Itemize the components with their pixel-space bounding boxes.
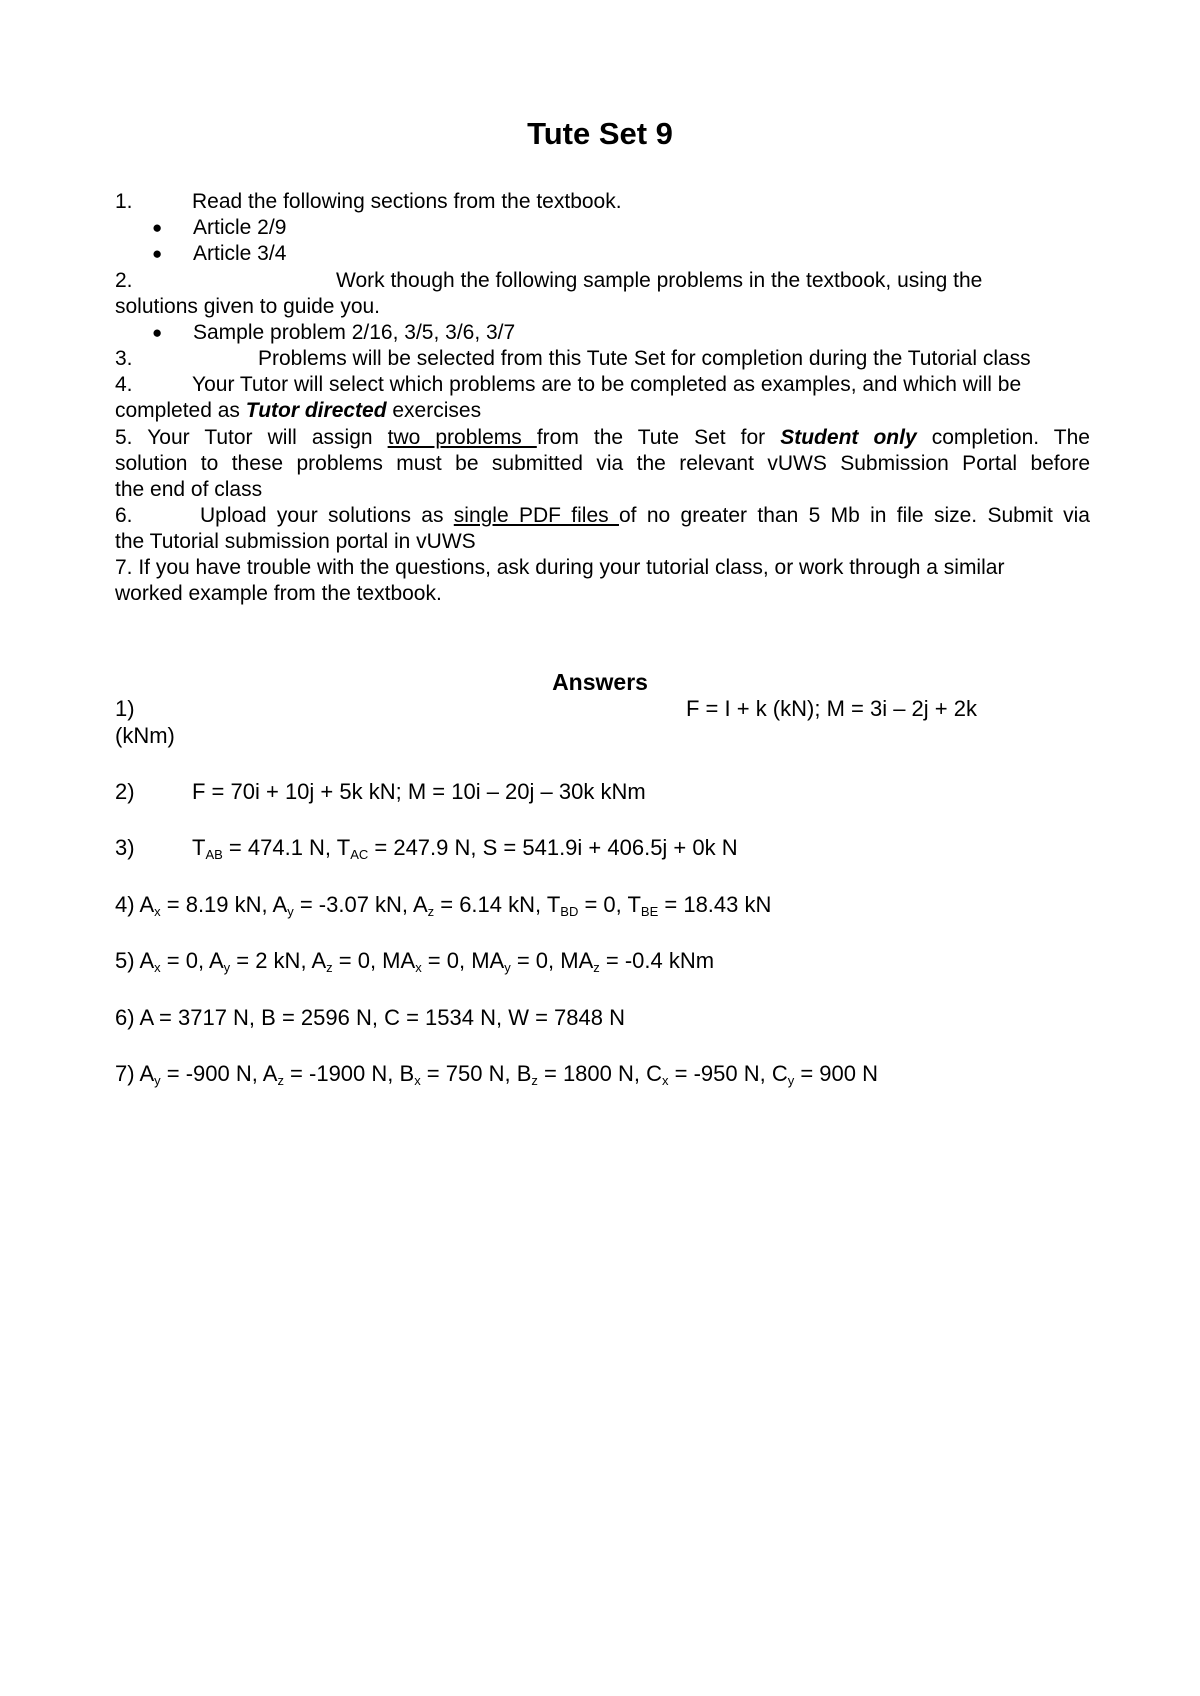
bullet-icon: ●: [152, 323, 163, 342]
item-6-text: Upload your solutions as single PDF files of no greater than 5 Mb in file size. Submit via: [200, 504, 1090, 527]
item-3-number: 3.: [115, 347, 133, 370]
item-2-number: 2.: [115, 269, 133, 292]
answer-1-number: 1): [115, 696, 135, 721]
answer-2-text: F = 70i + 10j + 5k kN; M = 10i – 20j – 30k kNm: [192, 779, 646, 804]
answer-7-text: 7) $A_y = -900$ N, $A_z = -1900$ N, $B_x = 750$ N, $B_z = 1800$ N, $C_x = -950$ N, $C_y = 900$ N: [115, 1061, 879, 1088]
answer-1-cont: (kNm): [115, 723, 175, 748]
item-6-number: 6.: [115, 504, 133, 527]
answer-4-text: 4) $A_x = 8.19$ kN, $A_y = -3.07$ kN, $A_z = 6.14$ kN, $T_{BD} = 0$, $T_{BE} = 18.43$ kN: [115, 892, 772, 919]
item-2-text: Work though the following sample problems in the textbook, using the: [336, 269, 983, 292]
item-4-text-cont: completed as Tutor directed exercises: [115, 399, 482, 422]
answer-3-text: $T_{AB} = 474.1$ N, $T_{AC} = 247.9$ N, S = 541.9i + 406.5j + 0k N: [192, 835, 738, 862]
answer-5-text: 5) $A_x = 0$, $A_y = 2$ kN, $A_z = 0$, $MA_x = 0$, $MA_y = 0$, $MA_z = -0.4$ kNm: [115, 948, 715, 975]
bullet-item: Sample problem 2/16, 3/5, 3/6, 3/7: [193, 321, 516, 344]
item-6-text-cont: the Tutorial submission portal in vUWS: [115, 530, 476, 553]
tutor-directed-emphasis: Tutor directed: [245, 399, 387, 422]
item-4-text: Your Tutor will select which problems are to be completed as examples, and which will be: [192, 373, 1022, 396]
answer-3-number: 3): [115, 835, 135, 860]
item-4-number: 4.: [115, 373, 133, 396]
answer-6-text: 6) A = 3717 N, B = 2596 N, C = 1534 N, W = 7848 N: [115, 1005, 625, 1030]
answers-heading: Answers: [552, 669, 648, 695]
student-only-emphasis: Student only: [780, 426, 917, 449]
item-5-text-cont: solution to these problems must be submitted via the relevant vUWS Submission Portal before: [115, 452, 1090, 475]
bullet-icon: ●: [152, 244, 163, 263]
single-pdf-underlined: single PDF files: [453, 504, 619, 527]
item-3-text: Problems will be selected from this Tute Set for completion during the Tutorial class: [258, 347, 1031, 370]
two-problems-underlined: two problems: [387, 426, 537, 449]
document-title: Tute Set 9: [527, 116, 673, 151]
item-7-text-cont: worked example from the textbook.: [115, 582, 442, 605]
item-5-text-cont-2: the end of class: [115, 478, 263, 501]
bullet-icon: ●: [152, 218, 163, 237]
bullet-item: Article 2/9: [193, 216, 287, 239]
item-5-text: 5. Your Tutor will assign two problems from the Tute Set for Student only completion. The: [115, 426, 1090, 449]
answer-1-text: F = I + k (kN); M = 3i – 2j + 2k: [686, 696, 977, 721]
answer-2-number: 2): [115, 779, 135, 804]
item-1-number: 1.: [115, 190, 133, 213]
item-2-text-cont: solutions given to guide you.: [115, 295, 381, 318]
bullet-item: Article 3/4: [193, 242, 287, 265]
item-7-text: 7. If you have trouble with the questions, ask during your tutorial class, or work through a similar: [115, 556, 1005, 579]
item-1-text: Read the following sections from the textbook.: [192, 190, 622, 213]
